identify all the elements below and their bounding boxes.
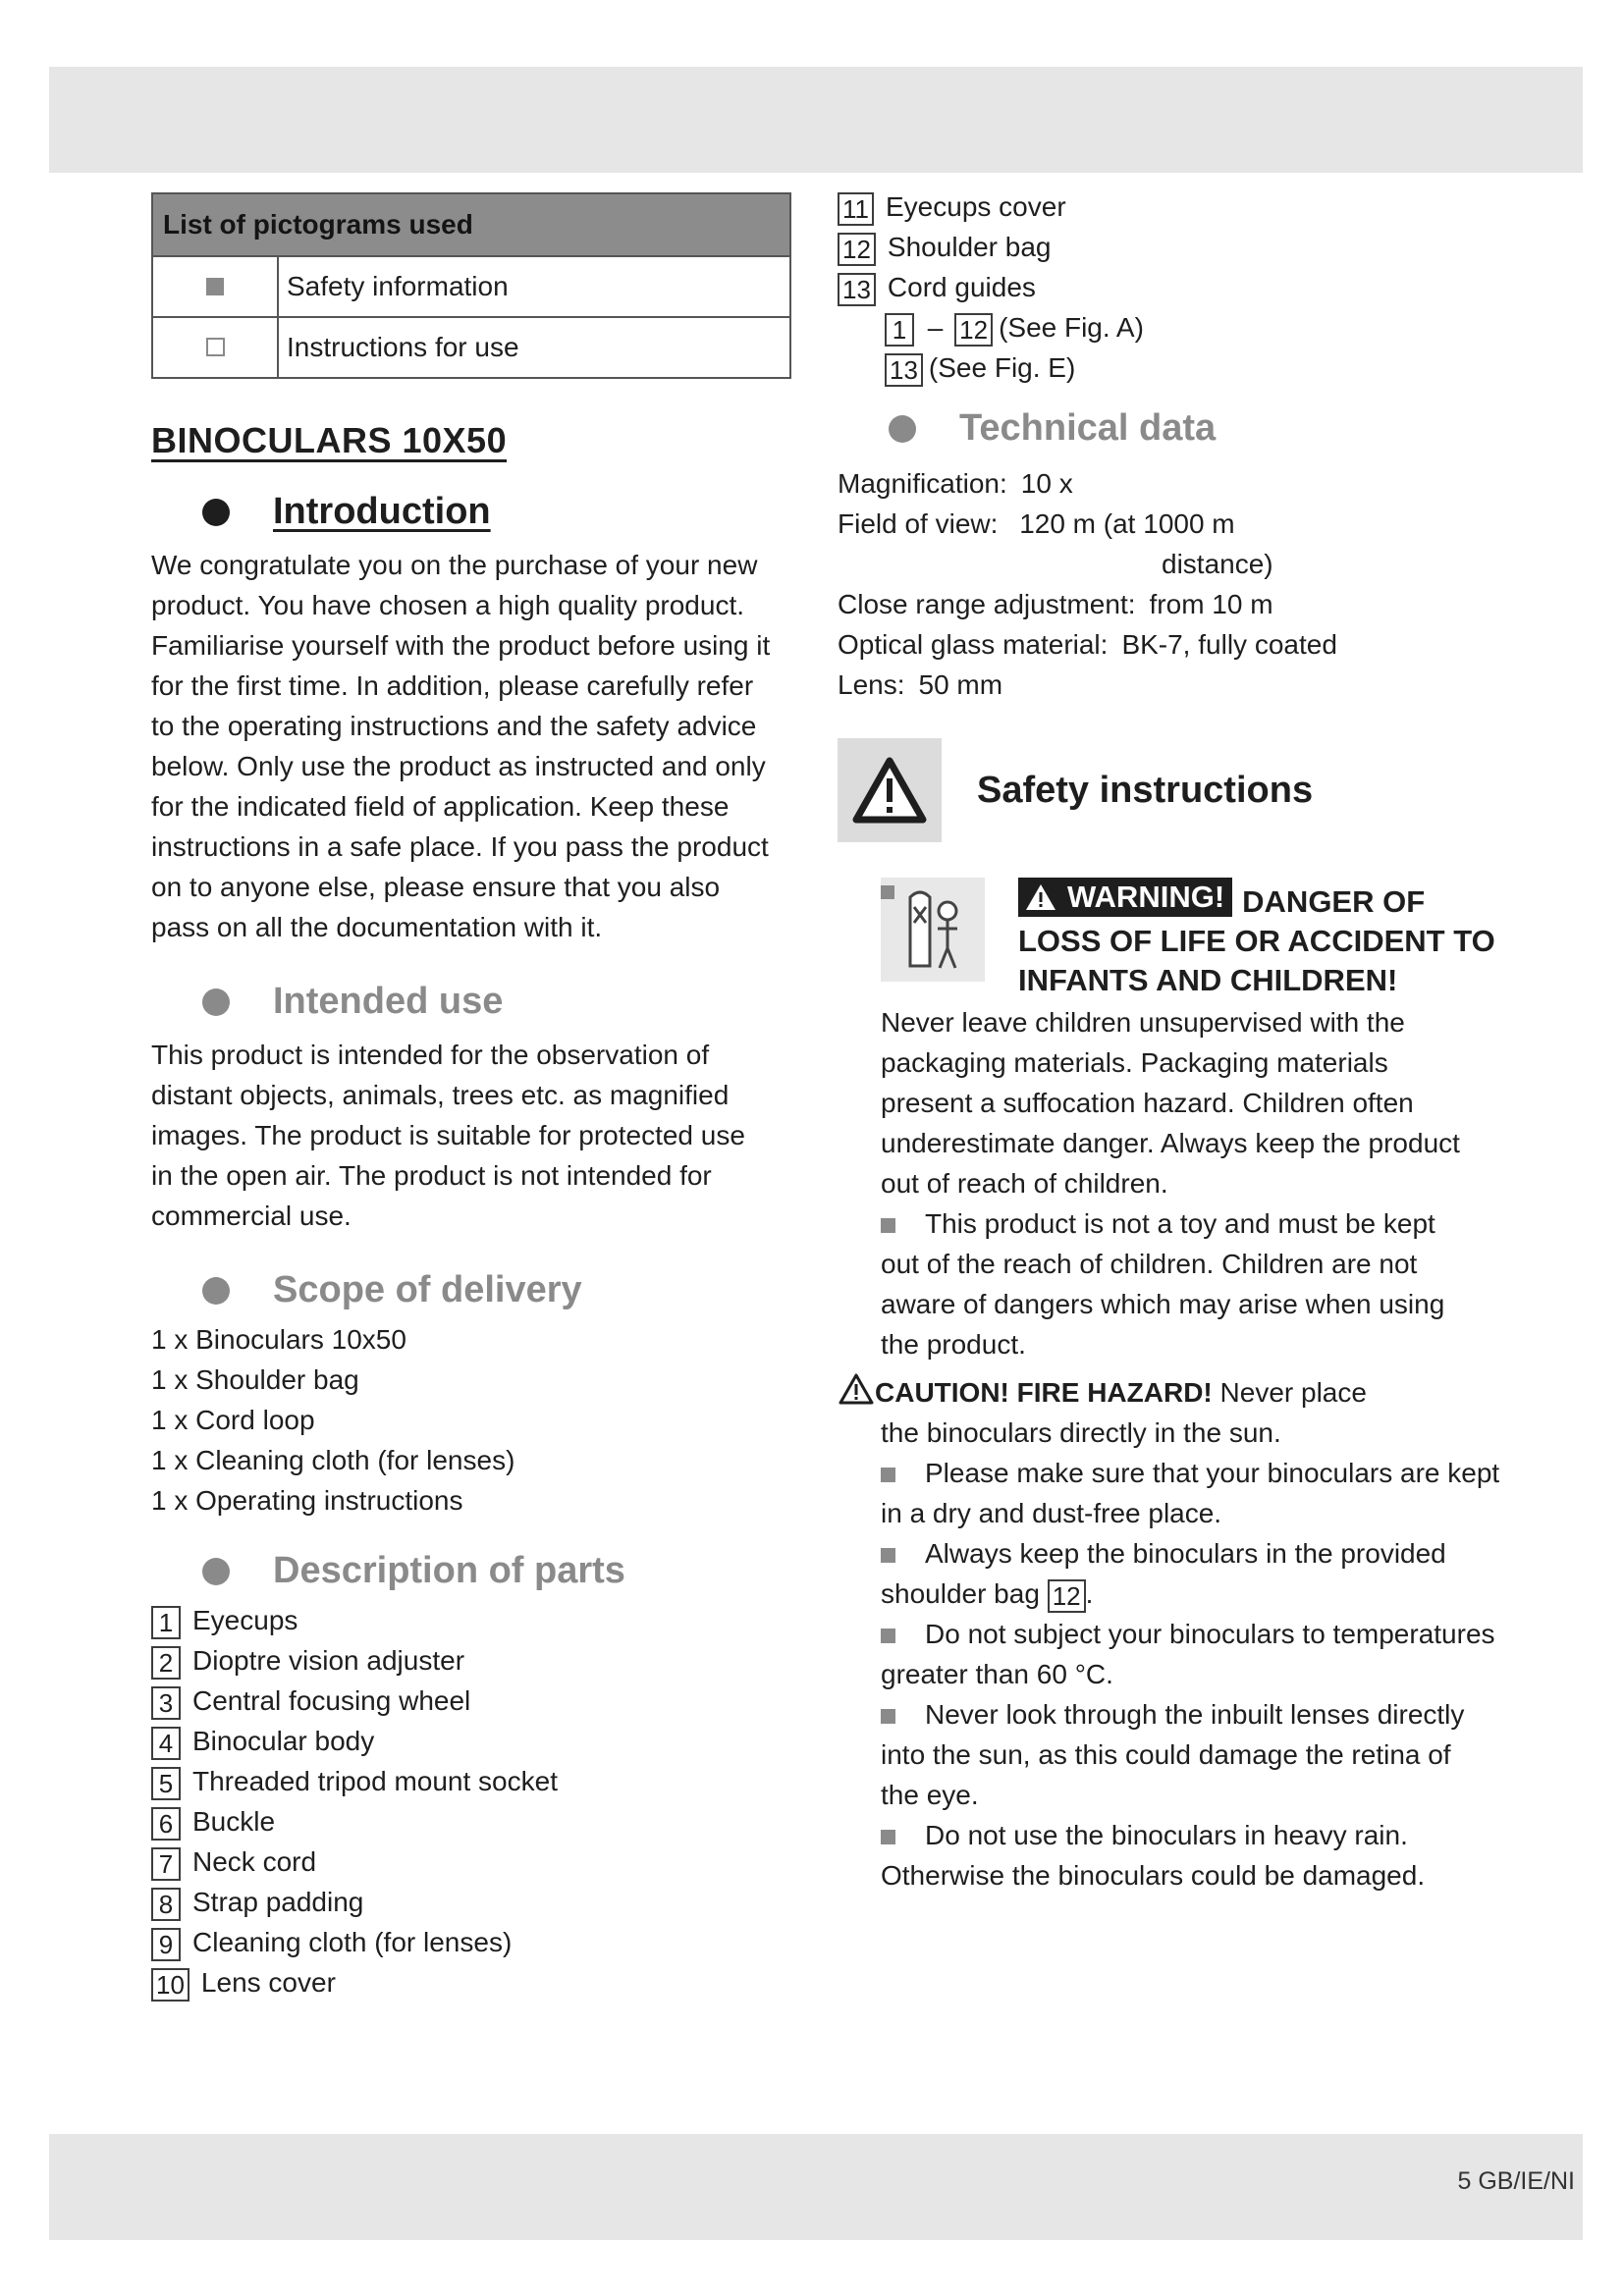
- text-line: underestimate danger. Always keep the product: [881, 1128, 1460, 1158]
- section-title: Scope of delivery: [273, 1269, 582, 1310]
- part-number: 12: [1048, 1579, 1086, 1613]
- part-number: 1: [885, 313, 914, 347]
- warning-heading-text: LOSS OF LIFE OR ACCIDENT TO: [1018, 924, 1495, 958]
- part-number: 13: [885, 353, 923, 387]
- part-number: 8: [151, 1888, 181, 1921]
- list-item: [151, 1842, 795, 1882]
- list-item: [151, 1801, 795, 1842]
- text-fragment: shoulder bag: [881, 1578, 1040, 1609]
- fire-caution: [838, 1372, 1535, 1896]
- pictogram-label: Instructions for use: [278, 317, 790, 378]
- text-fragment: .: [1085, 1578, 1094, 1609]
- caution-line: [838, 1372, 1535, 1413]
- child-warning: [881, 878, 1535, 1364]
- tech-label: Field of view:: [838, 508, 999, 539]
- part-number: 5: [151, 1767, 181, 1800]
- tech-value: distance): [1162, 549, 1273, 579]
- part-number: 10: [151, 1968, 189, 2002]
- text-line: in a dry and dust-free place.: [881, 1498, 1222, 1528]
- text-line: Never leave children unsupervised with the: [881, 1007, 1405, 1038]
- parts-list: [151, 1600, 795, 2002]
- text-line: This product is intended for the observation of: [151, 1040, 710, 1070]
- tech-row: [838, 624, 1535, 665]
- list-item: [838, 227, 1535, 267]
- part-number: 11: [838, 192, 874, 226]
- part-number: 12: [838, 233, 876, 266]
- text-line: present a suffocation hazard. Children often: [881, 1088, 1414, 1118]
- warning-heading-text: DANGER OF: [1242, 884, 1426, 919]
- list-item: [151, 1761, 795, 1801]
- section-title: Intended use: [273, 981, 504, 1022]
- part-number: 2: [151, 1646, 181, 1680]
- part-label: Cleaning cloth (for lenses): [192, 1927, 513, 1957]
- text-line: We congratulate you on the purchase of your new: [151, 550, 758, 580]
- safety-bullet-icon: [881, 1709, 895, 1724]
- part-label: Eyecups cover: [886, 191, 1066, 222]
- part-number: 12: [954, 313, 993, 347]
- safety-bullet-icon: [881, 1218, 895, 1233]
- table-row: [152, 317, 790, 378]
- tech-value: 10 x: [1020, 468, 1073, 499]
- warning-text: [881, 1002, 1535, 1364]
- range-dash: –: [927, 312, 944, 343]
- part-label: Buckle: [192, 1806, 276, 1837]
- list-item: [151, 1882, 795, 1922]
- figure-label: (See Fig. A): [999, 312, 1144, 343]
- part-number: 7: [151, 1847, 181, 1881]
- warning-badge-label: WARNING!: [1067, 880, 1225, 914]
- pictogram-label: Safety information: [278, 256, 790, 317]
- text-line: the product.: [881, 1329, 1026, 1360]
- figure-label: (See Fig. E): [928, 352, 1076, 383]
- text-line: Otherwise the binoculars could be damaged.: [881, 1860, 1426, 1891]
- list-item: [838, 187, 1535, 227]
- part-number: 9: [151, 1928, 181, 1961]
- header-band: [49, 67, 1583, 173]
- safety-item: [881, 1453, 1535, 1493]
- list-item: [151, 1600, 795, 1640]
- text-line: [881, 1574, 1535, 1614]
- introduction-heading: [151, 491, 795, 533]
- part-label: Central focusing wheel: [192, 1685, 471, 1716]
- parts-list-continued: [838, 187, 1535, 388]
- document-title: BINOCULARS 10X50: [151, 420, 508, 460]
- safety-bullet-icon: [881, 1468, 895, 1482]
- right-column: [838, 187, 1535, 1896]
- intended-use-heading: [151, 981, 795, 1023]
- caution-triangle-icon: [838, 1372, 875, 1406]
- part-number: 4: [151, 1727, 181, 1760]
- tech-row: [838, 584, 1535, 624]
- text-line: into the sun, as this could damage the retina of: [881, 1739, 1451, 1770]
- part-number: 13: [838, 273, 876, 306]
- safety-item: [881, 1533, 1535, 1574]
- text-line: packaging materials. Packaging materials: [881, 1047, 1388, 1078]
- pictogram-table: [151, 192, 791, 379]
- text-line: for the first time. In addition, please carefully refer: [151, 670, 754, 701]
- safety-item: [881, 1614, 1535, 1654]
- child-hazard-icon: [881, 878, 985, 982]
- filled-square-icon: [206, 278, 224, 295]
- part-label: Eyecups: [192, 1605, 298, 1635]
- list-item: [151, 1640, 795, 1681]
- list-item: 1 x Cleaning cloth (for lenses): [151, 1445, 515, 1475]
- empty-square-icon: [206, 338, 225, 356]
- section-title: Introduction: [273, 491, 491, 532]
- text-line: Do not use the binoculars in heavy rain.: [925, 1820, 1408, 1850]
- list-item: [151, 1681, 795, 1721]
- text-line: to the operating instructions and the safety advice: [151, 711, 757, 741]
- figure-reference: [881, 307, 1535, 347]
- warning-badge: [1018, 878, 1232, 917]
- page-number: 5 GB/IE/NI: [1457, 2167, 1575, 2195]
- caution-label: CAUTION! FIRE HAZARD!: [875, 1377, 1213, 1408]
- left-column: [151, 187, 795, 2002]
- caution-body: [881, 1413, 1535, 1896]
- text-line: on to anyone else, please ensure that you also: [151, 872, 721, 902]
- text-line: Please make sure that your binoculars are kept: [925, 1458, 1500, 1488]
- section-title: Description of parts: [273, 1550, 625, 1591]
- part-label: Shoulder bag: [887, 232, 1052, 262]
- text-line: Familiarise yourself with the product before using it: [151, 630, 771, 661]
- text-line: out of the reach of children. Children are not: [881, 1249, 1418, 1279]
- text-line: instructions in a safe place. If you pass the product: [151, 831, 769, 862]
- tech-label: Close range adjustment:: [838, 589, 1136, 619]
- text-line: Never look through the inbuilt lenses directly: [925, 1699, 1465, 1730]
- text-line: images. The product is suitable for protected use: [151, 1120, 745, 1150]
- tech-row: [838, 665, 1535, 705]
- safety-item: [881, 1815, 1535, 1855]
- scope-list: [151, 1319, 795, 1521]
- part-label: Threaded tripod mount socket: [192, 1766, 558, 1796]
- tech-value: BK-7, fully coated: [1121, 629, 1337, 660]
- part-number: 1: [151, 1606, 181, 1639]
- part-number: 3: [151, 1686, 181, 1720]
- part-label: Dioptre vision adjuster: [192, 1645, 465, 1676]
- text-line: aware of dangers which may arise when using: [881, 1289, 1445, 1319]
- technical-data: [838, 463, 1535, 705]
- text-line: Always keep the binoculars in the provided: [925, 1538, 1446, 1569]
- text-line: commercial use.: [151, 1201, 352, 1231]
- list-item: 1 x Operating instructions: [151, 1485, 463, 1516]
- tech-row: [838, 463, 1535, 504]
- list-item: 1 x Cord loop: [151, 1405, 315, 1435]
- warning-triangle-icon: [1024, 882, 1057, 912]
- tech-value: 50 mm: [918, 669, 1003, 700]
- safety-item: [881, 1694, 1535, 1735]
- warning-heading-text: INFANTS AND CHILDREN!: [1018, 963, 1398, 997]
- part-label: Strap padding: [192, 1887, 364, 1917]
- tech-label: Magnification:: [838, 468, 1007, 499]
- list-item: [151, 1922, 795, 1962]
- scope-heading: [151, 1269, 795, 1311]
- text-line: the binoculars directly in the sun.: [881, 1417, 1281, 1448]
- list-item: [151, 1962, 795, 2002]
- warning-heading: [1018, 878, 1535, 1000]
- pictogram-table-header: List of pictograms used: [152, 193, 790, 256]
- text-line: Do not subject your binoculars to temperatures: [925, 1619, 1495, 1649]
- part-label: Neck cord: [192, 1846, 317, 1877]
- part-label: Lens cover: [200, 1967, 336, 1998]
- text-line: for the indicated field of application. Keep these: [151, 791, 730, 822]
- warning-triangle-icon: [838, 738, 942, 842]
- text-line: pass on all the documentation with it.: [151, 912, 603, 942]
- text-line: out of reach of children.: [881, 1168, 1168, 1199]
- caution-text: Never place: [1219, 1377, 1367, 1408]
- tech-value: 120 m (at 1000 m: [1019, 508, 1235, 539]
- text-line: This product is not a toy and must be kept: [925, 1208, 1435, 1239]
- footer-band: [49, 2134, 1583, 2240]
- intended-use-text: [151, 1035, 795, 1236]
- part-number: 6: [151, 1807, 181, 1841]
- bullet-dot-icon: [202, 1558, 230, 1585]
- safety-heading: [838, 738, 1535, 842]
- part-label: Binocular body: [192, 1726, 375, 1756]
- section-title: Safety instructions: [977, 769, 1314, 811]
- list-item: [151, 1721, 795, 1761]
- text-line: greater than 60 °C.: [881, 1659, 1113, 1689]
- technical-heading: [838, 407, 1535, 450]
- text-line: in the open air. The product is not intended for: [151, 1160, 712, 1191]
- figure-reference: [881, 347, 1535, 388]
- bullet-dot-icon: [202, 1277, 230, 1305]
- text-line: the eye.: [881, 1780, 979, 1810]
- text-line: distant objects, animals, trees etc. as magnified: [151, 1080, 730, 1110]
- safety-bullet-icon: [881, 1830, 895, 1844]
- tech-row: [838, 504, 1535, 544]
- text-line: below. Only use the product as instructed and only: [151, 751, 766, 781]
- section-title: Technical data: [959, 407, 1217, 449]
- bullet-dot-icon: [202, 499, 230, 526]
- tech-label: Lens:: [838, 669, 905, 700]
- tech-value: from 10 m: [1149, 589, 1273, 619]
- safety-bullet-icon: [881, 1629, 895, 1643]
- tech-label: Optical glass material:: [838, 629, 1109, 660]
- list-item: [838, 267, 1535, 307]
- introduction-text: [151, 545, 795, 947]
- text-line: product. You have chosen a high quality product.: [151, 590, 744, 620]
- list-item: 1 x Shoulder bag: [151, 1364, 359, 1395]
- bullet-dot-icon: [202, 988, 230, 1016]
- safety-item: [881, 1203, 1535, 1244]
- bullet-dot-icon: [889, 415, 916, 443]
- table-row: [152, 256, 790, 317]
- parts-heading: [151, 1550, 795, 1592]
- safety-bullet-icon: [881, 1548, 895, 1563]
- part-label: Cord guides: [887, 272, 1036, 302]
- list-item: 1 x Binoculars 10x50: [151, 1324, 406, 1355]
